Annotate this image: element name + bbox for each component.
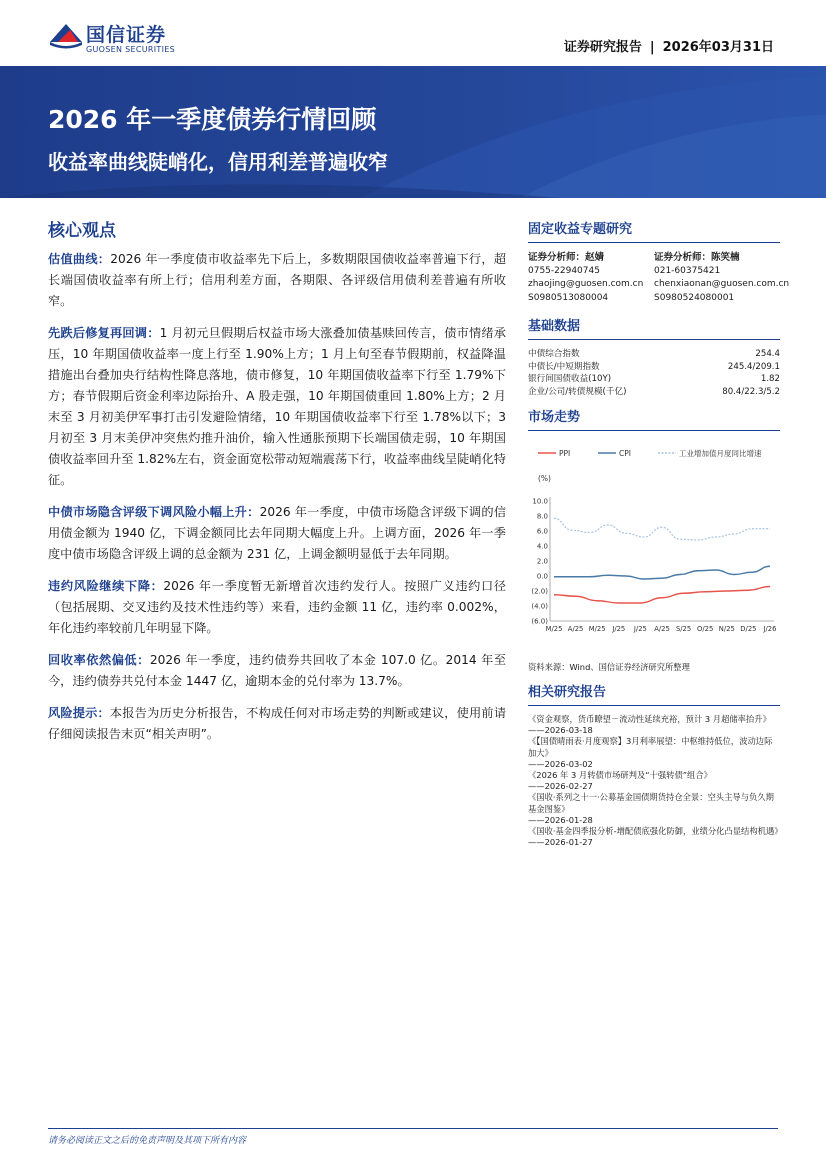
paragraph-default	[48, 576, 506, 639]
related-report-date: ——2026-01-27	[528, 837, 593, 848]
related-report-link[interactable]	[528, 770, 780, 792]
y-tick-label: 2.0	[536, 557, 548, 566]
logo-subtext: GUOSEN SECURITIES	[86, 45, 175, 54]
basic-data-key: 中债长/中短期指数	[528, 361, 600, 372]
related-report-title: 《国收·基金四季报分析-增配债底强化防御，业绩分化凸显结构机遇》	[528, 826, 783, 837]
related-report-title: 《资金观察，货币瞭望－流动性延续充裕，预计 3 月超储率抬升》	[528, 714, 771, 724]
market-trend-heading: 市场走势	[528, 406, 780, 431]
related-report-link[interactable]	[528, 714, 780, 736]
x-tick-label: M/25	[545, 625, 563, 633]
x-tick-label: J/25	[633, 625, 647, 633]
paragraph-text: 2026 年一季度，违约债券共回收了本金 107.0 亿。2014 年至今，违约债券共兑付本金 1447 亿，逾期本金的兑付率为 13.7%。	[48, 653, 506, 688]
basic-data-row	[528, 373, 780, 386]
logo-mark-icon	[48, 20, 84, 50]
basic-data-value: 1.82	[760, 374, 780, 384]
analyst-card	[654, 251, 790, 305]
basic-data-key: 银行间国债收益(10Y)	[528, 374, 612, 384]
basic-data-row	[528, 361, 780, 374]
x-tick-label: D/25	[740, 625, 757, 633]
basic-data-value: 254.4	[755, 349, 780, 359]
related-report-title: 《国收·系列之十一·公募基金国债期货持仓全景：空头主导与负久期基金图鉴》	[528, 792, 774, 814]
y-tick-label: 4.0	[536, 542, 548, 551]
report-title: 2026 年一季度债券行情回顾	[48, 105, 377, 134]
series-line	[554, 566, 770, 579]
analyst-cert: S0980513080004	[528, 292, 609, 303]
paragraph-text: 2026 年一季度，中债市场隐含评级下调的信用债金额为 1940 亿，下调金额同比去年同期大幅度上升。上调方面，2026 年一季度中债市场隐含评级上调的总金额为 231 亿，上调金额明显低于去年同期。	[48, 505, 507, 561]
y-tick-label: 0.0	[536, 572, 548, 581]
basic-data-key: 企业/公司/转债规模(千亿)	[528, 386, 627, 397]
series-line	[554, 587, 770, 604]
related-report-date: ——2026-01-28	[528, 814, 593, 825]
header-meta	[564, 36, 774, 55]
chart-svg	[528, 439, 780, 657]
basic-data-row	[528, 386, 780, 399]
market-trend-chart	[528, 439, 780, 657]
paragraph-text: 1 月初元旦假期后权益市场大涨叠加债基赎回传言，债市情绪承压，10 年期国债收益率一度上行至 1.90%上方；1 月上旬至春节假期前，权益降温措施出台叠加央行结构性降息落地，债市修复，10 年期国债收益率下行至 1.79%下方；春节假期后资金利率边际抬升、A 股走强，10 年期国债重回 1.80%上方；2 月末至 3 月初美伊军事打击引发避险情绪，10 年期国债收益率下行至 1.78%以下；3 月初至 3 月末美伊冲突焦灼推升油价，输入性通胀预期下长端国债走弱，10 年期国债收益率回升至 1.82%左右，资金面宽松带动短端震荡下行，收益率曲线呈陡峭化特征。	[48, 326, 506, 487]
related-report-link[interactable]	[528, 792, 780, 826]
related-report-date: ——2026-03-02	[528, 758, 593, 769]
basic-data-heading: 基础数据	[528, 315, 780, 340]
report-type: 证券研究报告	[563, 40, 642, 55]
y-tick-label: (2.0)	[531, 587, 548, 596]
x-tick-label: N/25	[718, 625, 735, 633]
report-date: 2026年03月31日	[662, 40, 774, 55]
analyst-phone: 0755-22940745	[528, 265, 600, 276]
analyst-card	[528, 251, 654, 305]
sidebar	[528, 218, 790, 848]
legend-label: PPI	[559, 449, 571, 458]
x-tick-label: J/26	[763, 625, 777, 633]
basic-data-table	[528, 348, 780, 398]
basic-data-value: 80.4/22.3/5.2	[722, 386, 780, 397]
related-report-date: ——2026-03-18	[528, 725, 593, 736]
legend-label: CPI	[619, 449, 631, 458]
paragraph-lead: 先跌后修复再回调：	[48, 326, 160, 340]
related-report-title: 《【国债晴雨表·月度观察】3月利率展望：中枢维持低位，波动边际加大》	[528, 736, 773, 758]
basic-data-key: 中债综合指数	[528, 349, 580, 359]
x-tick-label: J/25	[612, 625, 626, 633]
paragraph-valuation	[48, 249, 506, 312]
analyst-cert: S0980524080001	[654, 292, 735, 303]
y-tick-label: (4.0)	[531, 602, 548, 611]
paragraph-text: 2026 年一季度债市收益率先下后上，多数期限国债收益率普遍下行，超长端国债收益率有所上行；信用利差方面，各期限、各评级信用债利差普遍有所收窄。	[48, 252, 507, 308]
x-tick-label: S/25	[675, 625, 692, 633]
series-line	[554, 518, 770, 540]
header-separator: |	[649, 40, 655, 55]
basic-data-value: 245.4/209.1	[727, 361, 780, 372]
related-reports-heading: 相关研究报告	[528, 681, 780, 706]
paragraph-rating	[48, 502, 506, 565]
y-tick-label: (6.0)	[531, 617, 548, 626]
paragraph-risk	[48, 703, 506, 745]
y-tick-label: 10.0	[532, 497, 548, 506]
related-reports-list	[528, 714, 783, 848]
related-report-link[interactable]	[528, 826, 783, 848]
analyst-phone: 021-60375421	[654, 265, 721, 276]
x-tick-label: M/25	[588, 625, 606, 633]
paragraph-text: 2026 年一季度暂无新增首次违约发行人。按照广义违约口径（包括展期、交叉违约及技术性违约等）来看，违约金额 11 亿，违约率 0.002%，年化违约率较前几年明显下降。	[48, 579, 507, 635]
analyst-name: 证券分析师：陈笑楠	[654, 252, 740, 263]
footer-disclaimer: 请务必阅读正文之后的免责声明及其项下所有内容	[48, 1136, 247, 1146]
chart-source: 资料来源：Wind、国信证券经济研究所整理	[528, 662, 690, 672]
page-header	[0, 0, 826, 66]
paragraph-recovery	[48, 650, 506, 692]
y-axis-unit: (%)	[538, 474, 551, 483]
analyst-info	[528, 251, 790, 305]
analyst-email[interactable]: zhaojing@guosen.com.cn	[528, 279, 644, 289]
basic-data-row	[528, 348, 780, 361]
paragraph-lead: 回收率依然偏低：	[48, 653, 150, 667]
related-report-title: 《2026 年 3 月转债市场研判及“十强转债”组合》	[528, 770, 712, 781]
title-banner	[0, 66, 826, 198]
analyst-name: 证券分析师：赵婧	[528, 252, 605, 263]
paragraph-lead: 违约风险继续下降：	[48, 579, 164, 593]
y-tick-label: 6.0	[536, 527, 548, 536]
related-report-date: ——2026-02-27	[528, 781, 593, 792]
logo-text: 国信证券	[86, 24, 167, 46]
y-tick-label: 8.0	[536, 512, 548, 521]
analyst-email[interactable]: chenxiaonan@guosen.com.cn	[654, 279, 790, 289]
paragraph-lead: 中债市场隐含评级下调风险小幅上升：	[48, 505, 260, 519]
paragraph-lead: 估值曲线：	[48, 252, 111, 266]
legend-label: 工业增加值月度同比增速	[679, 449, 762, 458]
core-views	[48, 216, 506, 756]
x-tick-label: O/25	[697, 625, 714, 633]
footer-divider	[48, 1128, 778, 1129]
x-tick-label: A/25	[567, 625, 584, 633]
paragraph-lead: 风险提示：	[48, 706, 110, 720]
company-logo	[48, 18, 248, 60]
sidebar-heading: 固定收益专题研究	[528, 218, 780, 243]
related-report-link[interactable]	[528, 736, 780, 770]
paragraph-text: 本报告为历史分析报告，不构成任何对市场走势的判断或建议，使用前请仔细阅读报告末页“相关声明”。	[48, 706, 507, 741]
core-views-heading: 核心观点	[48, 221, 116, 241]
paragraph-trend	[48, 323, 506, 491]
report-subtitle: 收益率曲线陡峭化，信用利差普遍收窄	[48, 150, 388, 174]
x-tick-label: A/25	[654, 625, 670, 633]
